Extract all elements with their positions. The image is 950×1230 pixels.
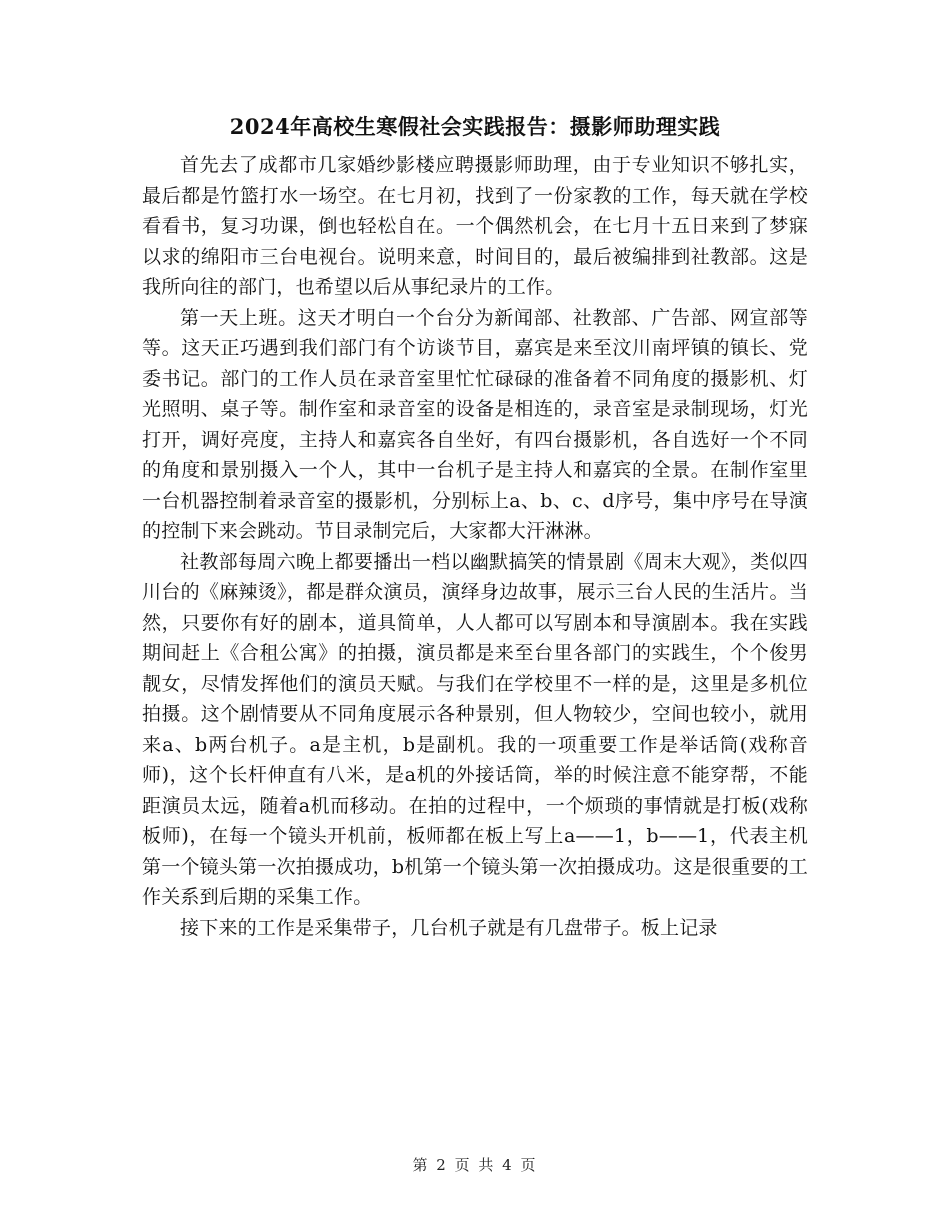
document-body	[142, 150, 808, 943]
paragraph: 首先去了成都市几家婚纱影楼应聘摄影师助理，由于专业知识不够扎实，最后都是竹篮打水一场空。在七月初，找到了一份家教的工作，每天就在学校看看书，复习功课，倒也轻松自在。一个偶然机会，在七月十五日来到了梦寐以求的绵阳市三台电视台。说明来意，时间目的，最后被编排到社教部。这是我所向往的部门，也希望以后从事纪录片的工作。	[142, 154, 808, 298]
document-title: 2024年高校生寒假社会实践报告：摄影师助理实践	[229, 114, 721, 139]
paragraph: 接下来的工作是采集带子，几台机子就是有几盘带子。板上记录	[180, 916, 718, 939]
page-number-footer: 第 2 页 共 4 页	[412, 1156, 538, 1174]
paragraph: 社教部每周六晚上都要播出一档以幽默搞笑的情景剧《周末大观》，类似四川台的《麻辣烫》，都是群众演员，演绎身边故事，展示三台人民的生活片。当然，只要你有好的剧本，道具简单，人人都可以写剧本和导演剧本。我在实践期间赶上《合租公寓》的拍摄，演员都是来至台里各部门的实践生，个个俊男靓女，尽情发挥他们的演员天赋。与我们在学校里不一样的是，这里是多机位拍摄。这个剧情要从不同角度展示各种景别，但人物较少，空间也较小，就用来a、b两台机子。a是主机，b是副机。我的一项重要工作是举话筒(戏称音师)，这个长杆伸直有八米，是a机的外接话筒，举的时候注意不能穿帮，不能距演员太远，随着a机而移动。在拍的过程中，一个烦琐的事情就是打板(戏称板师)，在每一个镜头开机前，板师都在板上写上a——1，b——1，代表主机第一个镜头第一次拍摄成功，b机第一个镜头第一次拍摄成功。这是很重要的工作关系到后期的采集工作。	[142, 550, 808, 908]
paragraph: 第一天上班。这天才明白一个台分为新闻部、社教部、广告部、网宣部等等。这天正巧遇到我们部门有个访谈节目，嘉宾是来至汶川南坪镇的镇长、党委书记。部门的工作人员在录音室里忙忙碌碌的准备着不同角度的摄影机、灯光照明、桌子等。制作室和录音室的设备是相连的，录音室是录制现场，灯光打开，调好亮度，主持人和嘉宾各自坐好，有四台摄影机，各自选好一个不同的角度和景别摄入一个人，其中一台机子是主持人和嘉宾的全景。在制作室里一台机器控制着录音室的摄影机，分别标上a、b、c、d序号，集中序号在导演的控制下来会跳动。节目录制完后，大家都大汗淋淋。	[142, 306, 808, 542]
